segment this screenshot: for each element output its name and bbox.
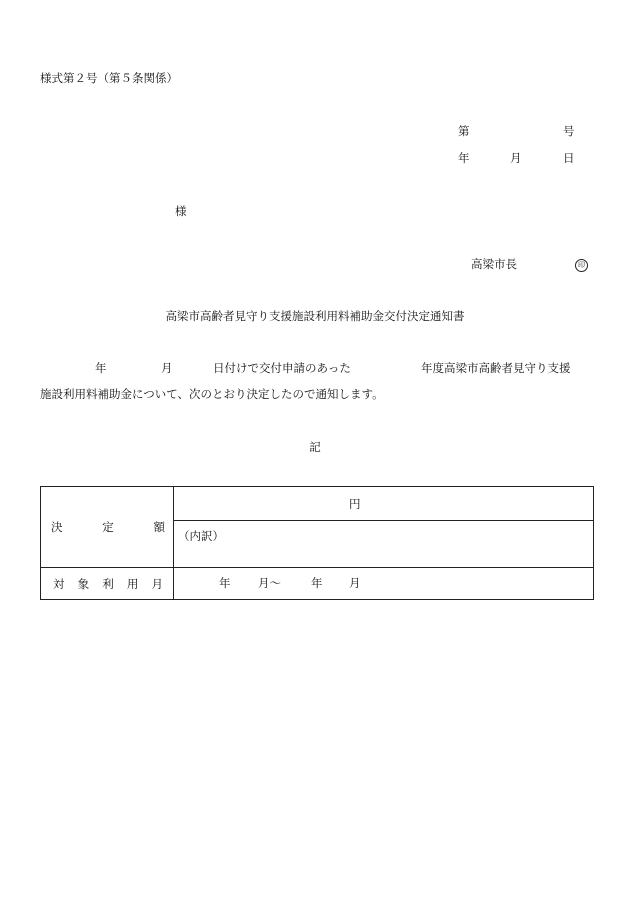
amount-label-char: 定 bbox=[102, 520, 114, 534]
yen-unit: 円 bbox=[349, 496, 361, 511]
period-label-char: 利 bbox=[102, 576, 114, 591]
period-end-month: 月 bbox=[349, 575, 361, 590]
period-label-cell bbox=[41, 568, 174, 600]
ki-heading: 記 bbox=[309, 440, 321, 454]
amount-label-char: 額 bbox=[153, 520, 165, 534]
seal-mark bbox=[575, 258, 588, 272]
amount-label-char: 決 bbox=[51, 520, 63, 534]
form-number: 様式第２号（第５条関係） bbox=[40, 71, 178, 85]
doc-number-suffix: 号 bbox=[563, 124, 575, 138]
body-year: 年 bbox=[95, 361, 107, 375]
amount-label-cell bbox=[41, 487, 174, 568]
breakdown-cell bbox=[174, 521, 594, 568]
period-start-month: 月～ bbox=[258, 575, 281, 590]
decision-table bbox=[40, 486, 594, 600]
period-label-char: 用 bbox=[126, 576, 139, 591]
breakdown-label: （内訳） bbox=[178, 529, 224, 543]
addressee-suffix: 様 bbox=[175, 204, 187, 218]
period-end-year: 年 bbox=[311, 575, 323, 590]
body-date-text: 日付けで交付申請のあった bbox=[213, 361, 351, 375]
document-title: 高梁市高齢者見守り支援施設利用料補助金交付決定通知書 bbox=[165, 309, 465, 323]
period-label-char: 月 bbox=[151, 576, 163, 591]
body-month: 月 bbox=[161, 361, 173, 375]
date-day: 日 bbox=[563, 151, 575, 165]
body-line2: 施設利用料補助金について、次のとおり決定したので通知します。 bbox=[40, 387, 384, 401]
issuer-name: 高梁市長 bbox=[471, 257, 517, 271]
period-value-cell bbox=[174, 568, 594, 600]
period-start-year: 年 bbox=[219, 575, 231, 590]
amount-value-cell bbox=[174, 487, 594, 521]
period-label-char: 対 bbox=[53, 576, 65, 591]
date-year: 年 bbox=[458, 151, 470, 165]
doc-number-prefix: 第 bbox=[458, 124, 470, 138]
body-line1-tail: 年度高梁市高齢者見守り支援 bbox=[421, 361, 571, 375]
period-label-char: 象 bbox=[77, 576, 90, 591]
seal-text: 印 bbox=[575, 259, 588, 272]
date-month: 月 bbox=[510, 151, 522, 165]
